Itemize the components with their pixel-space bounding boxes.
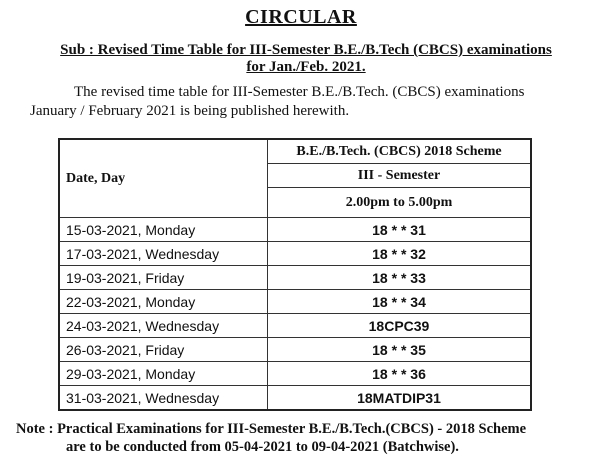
table-row: [59, 266, 531, 290]
row-subject-code: 18MATDIP31: [268, 386, 532, 411]
row-date: 19-03-2021, Friday: [59, 266, 268, 290]
circular-title: CIRCULAR: [245, 6, 357, 28]
row-date: 29-03-2021, Monday: [59, 362, 268, 386]
intro-line-1: The revised time table for III-Semester B.E./B.Tech. (CBCS) examinations: [74, 84, 525, 100]
intro-line-2: January / February 2021 is being published herewith.: [30, 103, 350, 119]
row-subject-code: 18 * * 35: [268, 338, 532, 362]
note-line-1-wrap: [16, 420, 596, 438]
row-date: 24-03-2021, Wednesday: [59, 314, 268, 338]
note-block: [16, 420, 596, 456]
row-date: 17-03-2021, Wednesday: [59, 242, 268, 266]
row-subject-code: 18CPC39: [268, 314, 532, 338]
subject-line-2: for Jan./Feb. 2021.: [246, 59, 366, 75]
table-row: [59, 362, 531, 386]
row-subject-code: 18 * * 34: [268, 290, 532, 314]
note-line-2: are to be conducted from 05-04-2021 to 09-04-2021 (Batchwise).: [66, 439, 459, 455]
subject-heading: [20, 42, 592, 76]
row-subject-code: 18 * * 33: [268, 266, 532, 290]
timetable: [58, 138, 532, 411]
row-date: 26-03-2021, Friday: [59, 338, 268, 362]
row-date: 15-03-2021, Monday: [59, 218, 268, 242]
table-row: [59, 338, 531, 362]
note-line-1: Practical Examinations for III-Semester B.E./B.Tech.(CBCS) - 2018 Scheme: [57, 421, 527, 437]
row-subject-code: 18 * * 36: [268, 362, 532, 386]
row-date: 22-03-2021, Monday: [59, 290, 268, 314]
table-row: [59, 290, 531, 314]
time-header: 2.00pm to 5.00pm: [268, 188, 532, 218]
note-label: Note :: [16, 421, 54, 437]
semester-header: III - Semester: [268, 164, 532, 188]
row-date: 31-03-2021, Wednesday: [59, 386, 268, 411]
table-row: [59, 218, 531, 242]
intro-paragraph: [30, 83, 590, 121]
subject-line-1: Sub : Revised Time Table for III-Semester B.E./B.Tech (CBCS) examinations: [60, 42, 552, 58]
header-row-scheme: [59, 139, 531, 164]
date-day-header: Date, Day: [59, 139, 268, 218]
row-subject-code: 18 * * 32: [268, 242, 532, 266]
table-row: [59, 314, 531, 338]
row-subject-code: 18 * * 31: [268, 218, 532, 242]
table-row: [59, 242, 531, 266]
scheme-header: B.E./B.Tech. (CBCS) 2018 Scheme: [268, 139, 532, 164]
table-row: [59, 386, 531, 411]
